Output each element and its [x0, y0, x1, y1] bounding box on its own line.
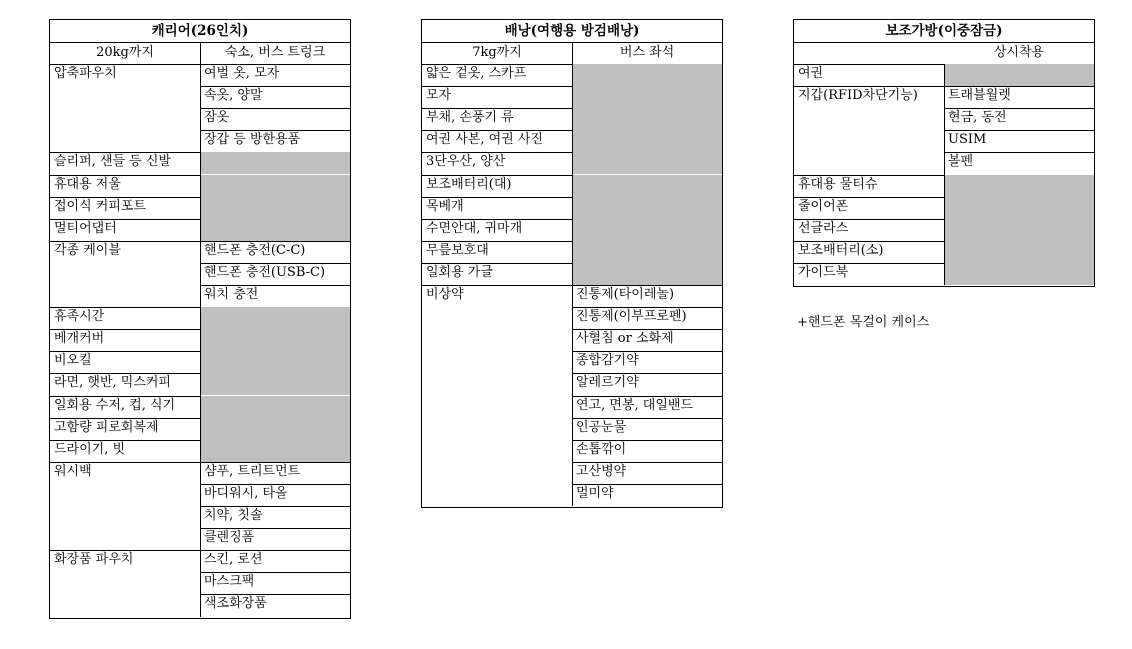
item-label: 드라이기, 빗 [54, 441, 126, 457]
sub-item: 색조화장품 [204, 596, 267, 612]
item-label: 얇은 겉옷, 스카프 [426, 66, 527, 81]
row-divider [572, 440, 722, 441]
filled-cell [572, 219, 722, 241]
sub-item: 인공눈물 [576, 419, 627, 435]
sub-item: 진통제(타이레놀) [576, 287, 675, 302]
row-divider [572, 462, 722, 463]
sub-item: 핸드폰 충전(C-C) [204, 242, 306, 258]
item-label: 보조배터리(소) [798, 242, 884, 258]
row-divider [200, 506, 350, 507]
sub-item: 핸드폰 충전(USB-C) [204, 264, 326, 280]
filled-cell [944, 64, 1094, 86]
item-label: 목베개 [426, 198, 464, 214]
sub-item: 멀미약 [576, 485, 614, 501]
sub-item: 종합감기약 [576, 353, 639, 369]
item-label: 화장품 파우치 [54, 552, 134, 568]
filled-cell [944, 197, 1094, 219]
row-divider [944, 108, 1094, 109]
sub-item: 사혈침 or 소화제 [576, 331, 674, 347]
item-label: 휴족시간 [54, 309, 105, 325]
item-label: 3단우산, 양산 [426, 154, 506, 170]
item-label: 모자 [426, 88, 452, 104]
carrier-location: 숙소, 버스 트렁크 [224, 45, 326, 60]
item-label: 각종 케이블 [54, 242, 121, 258]
sub-item: 현금, 동전 [948, 110, 1007, 126]
column-divider [200, 42, 201, 617]
item-label: 일회용 가글 [426, 264, 493, 280]
row-divider [572, 418, 722, 419]
item-label: 휴대용 저울 [54, 176, 121, 192]
sub-item: 진통제(이부프로펜) [576, 309, 687, 325]
item-label: 고함량 피로회복제 [54, 419, 159, 435]
row-divider [200, 484, 350, 485]
filled-cell [944, 241, 1094, 263]
sub-item: 바디워시, 타올 [204, 485, 288, 501]
item-label: 휴대용 물티슈 [798, 176, 878, 192]
item-label: 슬리퍼, 샌들 등 신발 [54, 154, 171, 170]
item-label: 지갑(RFID차단기능) [798, 88, 918, 104]
filled-cell [572, 152, 722, 174]
sub-item: 클렌징폼 [204, 530, 255, 546]
filled-cell [572, 197, 722, 219]
filled-cell [200, 307, 350, 329]
row-divider [200, 263, 350, 264]
sub-item: USIM [948, 132, 987, 148]
item-label: 부채, 손풍기 류 [426, 110, 514, 126]
item-label: 수면안대, 귀마개 [426, 220, 523, 236]
filled-cell [200, 329, 350, 351]
item-label: 선글라스 [798, 220, 849, 236]
filled-cell [200, 396, 350, 418]
filled-cell [572, 130, 722, 152]
item-label: 보조배터리(대) [426, 176, 512, 192]
filled-cell [200, 418, 350, 440]
carrier-title: 캐리어(26인치) [151, 23, 249, 39]
sub-item: 장갑 등 방한용품 [204, 132, 301, 148]
row-divider [200, 108, 350, 109]
row-divider [200, 285, 350, 286]
item-label: 무릎보호대 [426, 242, 489, 258]
item-label: 압축파우치 [54, 66, 117, 81]
sub-item: 연고, 면봉, 대일밴드 [576, 397, 693, 413]
filled-cell [200, 152, 350, 174]
sub-item: 치약, 칫솔 [204, 508, 263, 523]
sub-item: 스킨, 로션 [204, 552, 263, 568]
sidebag-table [793, 19, 1095, 287]
sub-item: 알레르기약 [576, 375, 639, 391]
sub-item: 볼펜 [948, 154, 974, 170]
item-label: 줄이어폰 [798, 198, 849, 214]
filled-cell [200, 440, 350, 462]
backpack-location: 버스 좌석 [619, 45, 675, 60]
carrier-table [49, 19, 351, 619]
item-label: 비상약 [426, 287, 464, 302]
row-divider [200, 86, 350, 87]
sub-item: 샴푸, 트리트먼트 [204, 463, 301, 479]
filled-cell [200, 175, 350, 197]
sidebag-location: 상시착용 [993, 45, 1045, 60]
item-label: 멀티어댑터 [54, 220, 117, 236]
row-divider [572, 396, 722, 397]
column-divider [944, 64, 945, 285]
sub-item: 속옷, 양말 [204, 88, 263, 104]
carrier-capacity: 20kg까지 [96, 45, 154, 60]
item-label: 접이식 커피포트 [54, 198, 147, 214]
filled-cell [200, 197, 350, 219]
filled-cell [572, 263, 722, 285]
item-label: 여권 사본, 여권 사진 [426, 132, 543, 148]
sub-item: 고산병약 [576, 463, 627, 479]
row-divider [200, 572, 350, 573]
item-label: 비오킬 [54, 353, 92, 369]
note-text: +핸드폰 목걸이 케이스 [797, 315, 930, 330]
filled-cell [944, 175, 1094, 197]
filled-cell [200, 219, 350, 241]
filled-cell [200, 373, 350, 395]
row-divider [200, 130, 350, 131]
filled-cell [572, 86, 722, 108]
filled-cell [572, 175, 722, 197]
item-label: 여권 [798, 66, 824, 81]
sub-item: 트래블월렛 [948, 88, 1011, 104]
filled-cell [944, 219, 1094, 241]
sub-item: 워치 충전 [204, 287, 259, 302]
item-label: 일회용 수저, 컵, 식기 [54, 397, 176, 413]
filled-cell [572, 241, 722, 263]
sub-item: 잠옷 [204, 110, 230, 126]
filled-cell [200, 351, 350, 373]
backpack-title: 배낭(여행용 방검배낭) [504, 23, 640, 39]
row-divider [572, 329, 722, 330]
row-divider [200, 528, 350, 529]
sub-item: 손톱깎이 [576, 441, 627, 457]
row-divider [572, 351, 722, 352]
filled-cell [944, 263, 1094, 285]
row-divider [572, 484, 722, 485]
item-label: 베개커버 [54, 331, 105, 347]
item-label: 가이드북 [798, 264, 849, 280]
sidebag-title: 보조가방(이중잠금) [885, 23, 1003, 39]
row-divider [200, 594, 350, 595]
sub-item: 마스크팩 [204, 574, 255, 590]
item-label: 워시백 [54, 463, 92, 479]
row-divider [944, 152, 1094, 153]
row-divider [572, 373, 722, 374]
backpack-capacity: 7kg까지 [472, 45, 522, 60]
item-label: 라면, 햇반, 믹스커피 [54, 375, 171, 391]
sub-item: 여벌 옷, 모자 [204, 66, 280, 81]
column-divider [572, 42, 573, 506]
row-divider [944, 130, 1094, 131]
filled-cell [572, 108, 722, 130]
backpack-table [421, 19, 723, 508]
row-divider [572, 307, 722, 308]
filled-cell [572, 64, 722, 86]
